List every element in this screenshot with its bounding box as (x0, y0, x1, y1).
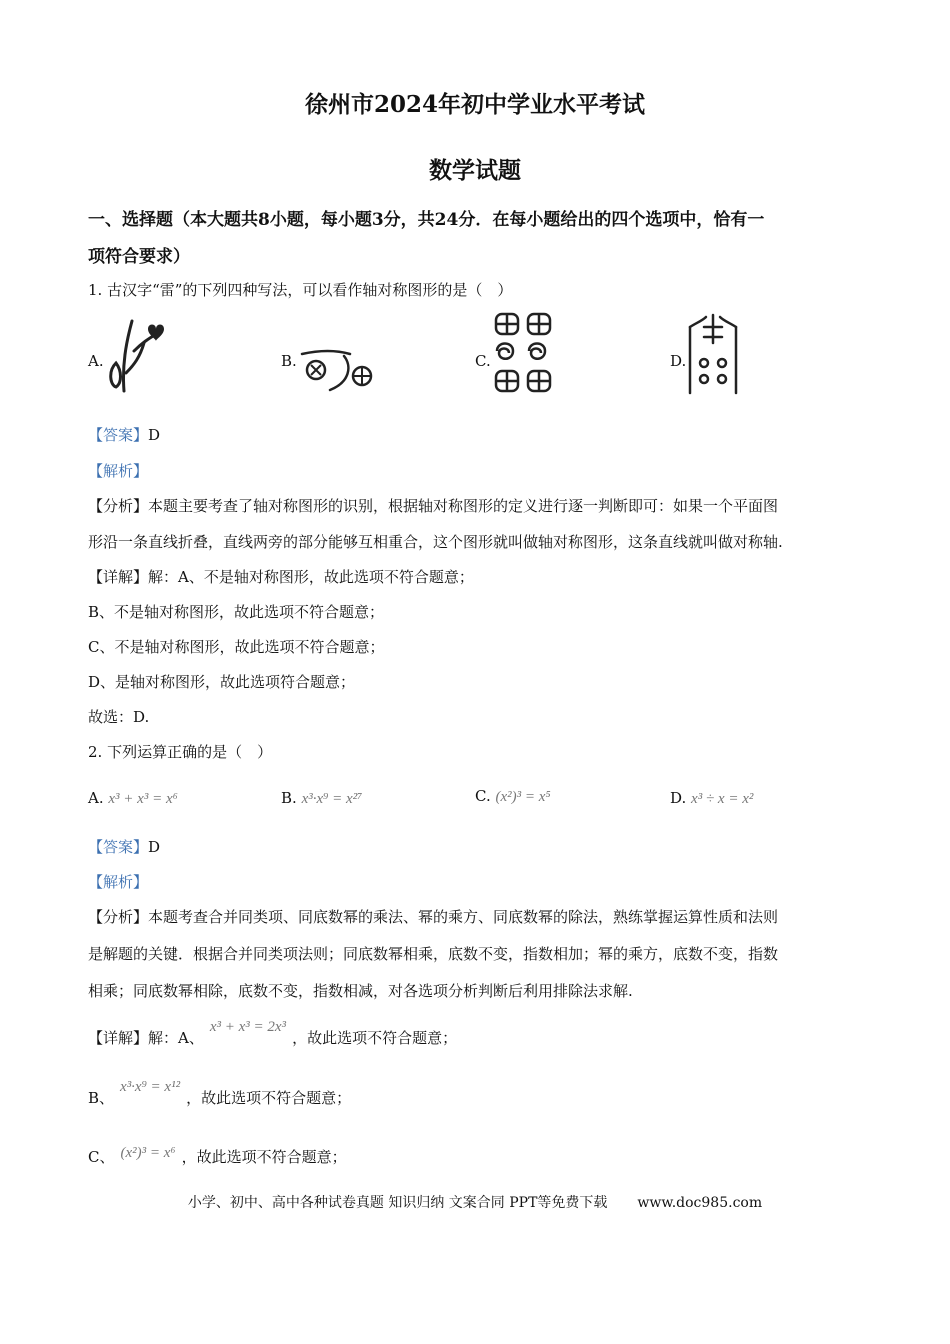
q2-fenxi-line2: 是解题的关键．根据合并同类项法则；同底数幂相乘，底数不变，指数相加；幂的乘方，底数不变，指数 (88, 945, 779, 963)
q2-detail-b-expr: x³·x⁹ = x¹² (120, 1079, 181, 1095)
q1-option-d-label: D. (670, 352, 687, 370)
q2-option-c (475, 787, 551, 806)
q2-option-c-label: C. (475, 787, 491, 805)
q2-answer-tag: 【答案】 (88, 838, 149, 856)
q1-option-c-label: C. (475, 352, 491, 370)
q2-detail-a (88, 1019, 458, 1048)
q1-detail-line2: B、不是轴对称图形，故此选项不符合题意； (88, 603, 385, 621)
q2-option-d (670, 789, 753, 808)
q2-fenxi-line1: 【分析】本题考查合并同类项、同底数幂的乘法、幂的乘方、同底数幂的除法，熟练掌握运算性质和法则 (88, 908, 779, 926)
q2-stem: 2. 下列运算正确的是（ ） (88, 743, 273, 761)
q2-option-a-expr: x³ + x³ = x⁶ (108, 791, 178, 807)
q1-option-c-glyph-icon (493, 311, 553, 395)
page-footer (0, 1192, 950, 1212)
q2-option-b (281, 789, 362, 808)
q1-option-a-glyph-icon (104, 313, 166, 395)
q1-option-a-label: A. (88, 352, 104, 370)
q2-detail-b (88, 1079, 352, 1108)
q1-answer-tag: 【答案】 (88, 426, 149, 444)
q1-fenxi-line1: 【分析】本题主要考查了轴对称图形的识别，根据轴对称图形的定义进行逐一判断即可：如果一个平面图 (88, 497, 779, 515)
q2-detail-c (88, 1146, 347, 1167)
q2-detail-b-prefix: B、 (88, 1089, 115, 1107)
q2-fenxi-line3: 相乘；同底数幂相除，底数不变，指数相减，对各选项分析判断后利用排除法求解. (88, 982, 633, 1000)
document-subtitle: 数学试题 (429, 157, 521, 184)
q2-detail-a-suffix: ，故此选项不符合题意； (292, 1029, 458, 1047)
q1-option-b-glyph-icon (300, 346, 378, 396)
q2-option-b-expr: x³·x⁹ = x²⁷ (301, 791, 363, 807)
q1-answer-value: D (148, 426, 161, 444)
q2-option-b-label: B. (281, 789, 297, 807)
footer-url: www.doc985.com (637, 1195, 763, 1211)
q1-fenxi-line2: 形沿一条直线折叠，直线两旁的部分能够互相重合，这个图形就叫做轴对称图形，这条直线就叫做对称轴. (88, 533, 783, 551)
q2-detail-c-suffix: ，故此选项不符合题意； (181, 1148, 347, 1166)
section-heading-line1: 一、选择题（本大题共8小题，每小题3分，共24分．在每小题给出的四个选项中，恰有一 (88, 210, 765, 230)
q2-option-a-label: A. (88, 789, 104, 807)
q1-analysis-tag: 【解析】 (88, 462, 149, 480)
q2-answer-value: D (148, 838, 161, 856)
q2-option-d-expr: x³ ÷ x = x² (691, 791, 754, 807)
q2-detail-b-suffix: ，故此选项不符合题意； (186, 1089, 352, 1107)
q1-detail-line4: D、是轴对称图形，故此选项符合题意； (88, 673, 356, 691)
q1-answer (88, 424, 160, 445)
q1-stem: 1. 古汉字“雷”的下列四种写法，可以看作轴对称图形的是（ ） (88, 281, 513, 299)
q2-detail-a-expr: x³ + x³ = 2x³ (209, 1019, 287, 1035)
footer-text: 小学、初中、高中各种试卷真题 知识归纳 文案合同 PPT等免费下载 (187, 1195, 608, 1211)
q1-option-d-glyph-icon (686, 313, 740, 395)
q1-detail-line3: C、不是轴对称图形，故此选项不符合题意； (88, 638, 385, 656)
q2-option-c-expr: (x²)³ = x⁵ (495, 789, 551, 805)
q2-option-d-label: D. (670, 789, 687, 807)
q2-option-a (88, 789, 178, 808)
q2-analysis-tag: 【解析】 (88, 873, 149, 891)
q1-option-b-label: B. (281, 352, 297, 370)
section-heading-line2: 项符合要求） (88, 247, 190, 267)
q2-detail-c-expr: (x²)³ = x⁶ (120, 1145, 176, 1161)
q2-answer (88, 836, 160, 857)
document-title: 徐州市2024年初中学业水平考试 (304, 91, 645, 118)
q2-detail-c-prefix: C、 (88, 1148, 115, 1166)
q1-conclusion: 故选：D. (88, 708, 150, 726)
q2-detail-a-prefix: 【详解】解：A、 (88, 1029, 204, 1047)
q1-detail-line1: 【详解】解：A、不是轴对称图形，故此选项不符合题意； (88, 568, 474, 586)
